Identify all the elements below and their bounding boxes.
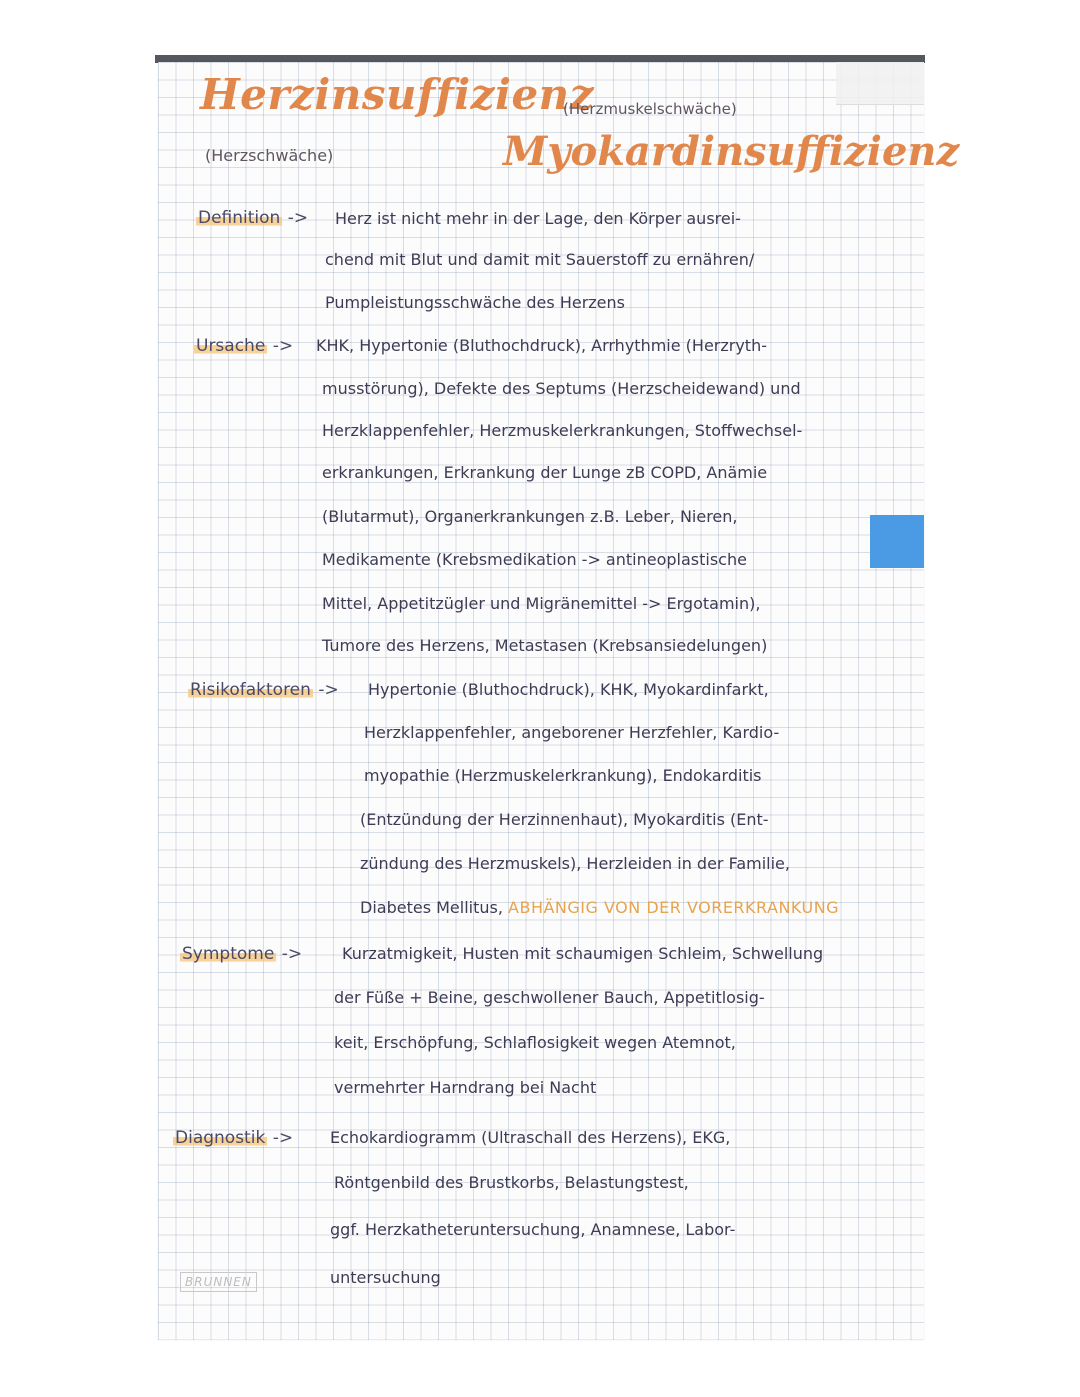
symptome-line-1: Kurzatmigkeit, Husten mit schaumigen Schleim, Schwellung [342, 944, 824, 963]
arrow-icon: -> [272, 336, 294, 356]
arrow-icon: -> [318, 680, 339, 700]
risikofaktoren-line-1: Hypertonie (Bluthochdruck), KHK, Myokardinfarkt, [368, 680, 769, 699]
section-label-risikofaktoren [188, 680, 339, 700]
definition-line-1: Herz ist nicht mehr in der Lage, den Körper ausrei- [335, 209, 741, 228]
ursache-line-3: Herzklappenfehler, Herzmuskelerkrankungen, Stoffwechsel- [322, 421, 803, 440]
ursache-line-5: (Blutarmut), Organerkrankungen z.B. Leber, Nieren, [322, 507, 738, 526]
risikofaktoren-accent-note: ABHÄNGIG VON DER VORERKRANKUNG [508, 898, 840, 917]
definition-line-3: Pumpleistungsschwäche des Herzens [325, 293, 625, 312]
page-title: Herzinsuffizienz [200, 70, 595, 119]
ursache-line-1: KHK, Hypertonie (Bluthochdruck), Arrhythmie (Herzryth- [316, 336, 767, 355]
section-label-diagnostik [173, 1128, 293, 1148]
label-text: Definition [198, 208, 281, 228]
definition-line-2: chend mit Blut und damit mit Sauerstoff zu ernähren/ [325, 250, 755, 269]
ursache-line-2: musstörung), Defekte des Septums (Herzscheidewand) und [322, 379, 801, 398]
symptome-line-2: der Füße + Beine, geschwollener Bauch, Appetitlosig- [334, 988, 765, 1007]
risikofaktoren-line-2: Herzklappenfehler, angeborener Herzfehler, Kardio- [364, 723, 780, 742]
risikofaktoren-line-5: zündung des Herzmuskels), Herzleiden in der Familie, [360, 854, 790, 873]
symptome-line-4: vermehrter Harndrang bei Nacht [334, 1078, 597, 1097]
label-text: Risikofaktoren [190, 680, 311, 700]
arrow-icon: -> [281, 944, 303, 964]
ursache-line-7: Mittel, Appetitzügler und Migränemittel -> Ergotamin), [322, 594, 761, 613]
label-text: Diagnostik [175, 1128, 266, 1148]
diagnostik-line-4: untersuchung [330, 1268, 441, 1287]
ursache-line-6: Medikamente (Krebsmedikation -> antineoplastische [322, 550, 747, 569]
risikofaktoren-line-6 [360, 898, 839, 917]
risikofaktoren-text: Diabetes Mellitus, [360, 898, 503, 917]
diagnostik-line-1: Echokardiogramm (Ultraschall des Herzens), EKG, [330, 1128, 731, 1147]
diagnostik-line-3: ggf. Herzkatheteruntersuchung, Anamnese, Labor- [330, 1220, 736, 1239]
diagnostik-line-2: Röntgenbild des Brustkorbs, Belastungstest, [334, 1173, 689, 1192]
title-alt-note: (Herzschwäche) [205, 146, 334, 165]
tape-strip [836, 62, 924, 105]
arrow-icon: -> [272, 1128, 294, 1148]
ursache-line-8: Tumore des Herzens, Metastasen (Krebsansiedelungen) [322, 636, 768, 655]
brand-logo: BRUNNEN [180, 1272, 257, 1292]
title-alternative: Myokardinsuffizienz [503, 128, 960, 175]
symptome-line-3: keit, Erschöpfung, Schlaflosigkeit wegen Atemnot, [334, 1033, 736, 1052]
section-label-definition [196, 208, 308, 228]
ursache-line-4: erkrankungen, Erkrankung der Lunge zB COPD, Anämie [322, 463, 768, 482]
label-text: Symptome [182, 944, 275, 964]
section-label-symptome [180, 944, 302, 964]
title-subtitle: (Herzmuskelschwäche) [563, 100, 737, 118]
sticky-tab [870, 515, 924, 568]
arrow-icon: -> [287, 208, 309, 228]
risikofaktoren-line-3: myopathie (Herzmuskelerkrankung), Endokarditis [364, 766, 762, 785]
label-text: Ursache [196, 336, 266, 356]
section-label-ursache [194, 336, 293, 356]
risikofaktoren-line-4: (Entzündung der Herzinnenhaut), Myokarditis (Ent- [360, 810, 769, 829]
